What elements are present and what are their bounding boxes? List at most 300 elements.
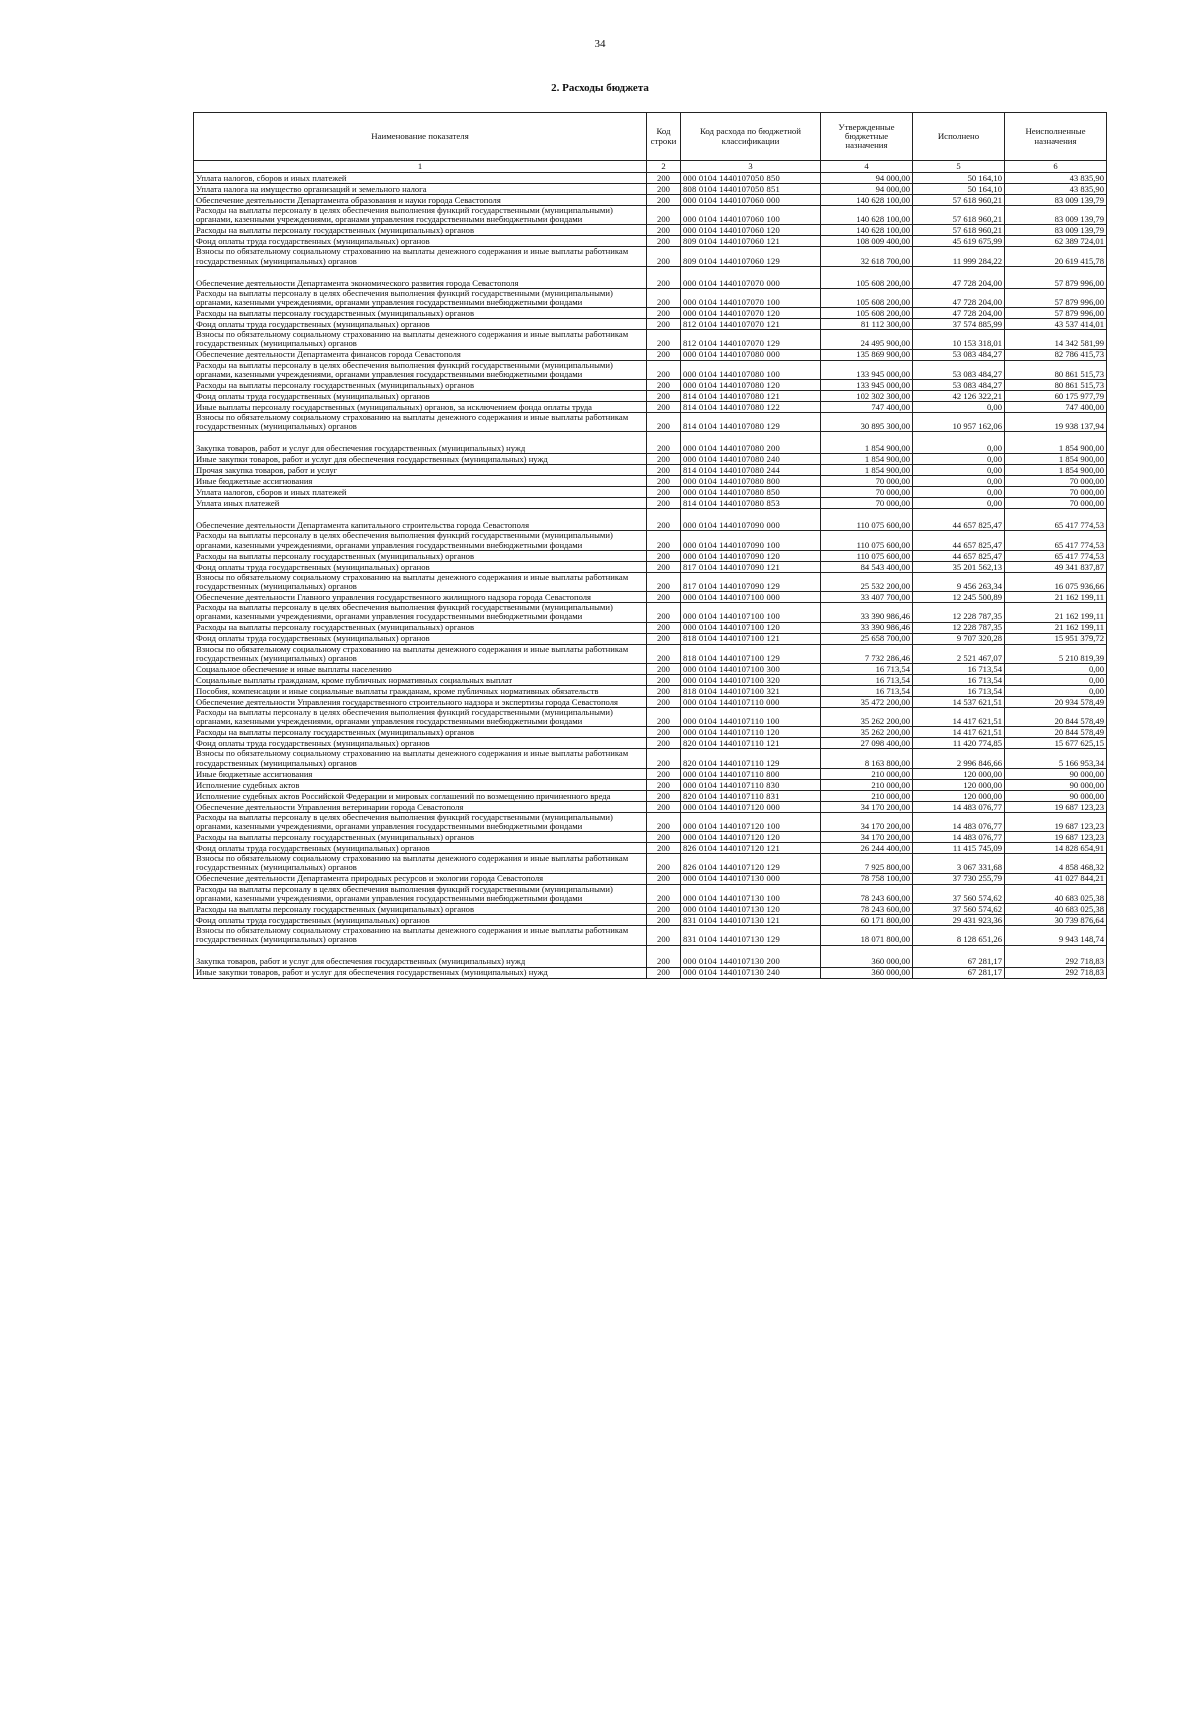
- row-line-code: 200: [647, 247, 681, 266]
- row-classification-code: 826 0104 1440107120 121: [681, 843, 821, 854]
- row-name: Взносы по обязательному социальному страхованию на выплаты денежного содержания и иные выплаты работникам государственных (муниципальных) органов: [194, 749, 647, 768]
- row-executed-amount: 14 417 621,51: [913, 727, 1005, 738]
- row-classification-code: 812 0104 1440107070 129: [681, 330, 821, 349]
- table-row: [194, 402, 1107, 413]
- row-executed-amount: 0,00: [913, 402, 1005, 413]
- row-unexecuted-amount: 292 718,83: [1005, 945, 1107, 967]
- row-approved-amount: 1 854 900,00: [821, 432, 913, 454]
- row-executed-amount: 9 707 320,28: [913, 633, 1005, 644]
- row-executed-amount: 37 560 574,62: [913, 884, 1005, 903]
- row-classification-code: 000 0104 1440107100 320: [681, 675, 821, 686]
- row-approved-amount: 210 000,00: [821, 768, 913, 779]
- row-classification-code: 000 0104 1440107110 830: [681, 779, 821, 790]
- row-classification-code: 814 0104 1440107080 122: [681, 402, 821, 413]
- row-unexecuted-amount: 16 075 936,66: [1005, 572, 1107, 591]
- row-line-code: 200: [647, 206, 681, 225]
- row-line-code: 200: [647, 779, 681, 790]
- row-unexecuted-amount: 19 687 123,23: [1005, 801, 1107, 812]
- row-unexecuted-amount: 15 677 625,15: [1005, 738, 1107, 749]
- row-approved-amount: 30 895 300,00: [821, 413, 913, 432]
- row-executed-amount: 67 281,17: [913, 945, 1005, 967]
- table-row: [194, 432, 1107, 454]
- row-executed-amount: 14 483 076,77: [913, 832, 1005, 843]
- row-line-code: 200: [647, 476, 681, 487]
- row-unexecuted-amount: 65 417 774,53: [1005, 550, 1107, 561]
- row-name: Иные бюджетные ассигнования: [194, 476, 647, 487]
- table-row: [194, 926, 1107, 945]
- row-classification-code: 000 0104 1440107120 000: [681, 801, 821, 812]
- row-classification-code: 814 0104 1440107080 244: [681, 465, 821, 476]
- table-row: [194, 206, 1107, 225]
- row-classification-code: 831 0104 1440107130 121: [681, 915, 821, 926]
- row-name: Расходы на выплаты персоналу государственных (муниципальных) органов: [194, 380, 647, 391]
- row-classification-code: 000 0104 1440107110 100: [681, 708, 821, 727]
- row-approved-amount: 34 170 200,00: [821, 801, 913, 812]
- row-line-code: 200: [647, 380, 681, 391]
- row-line-code: 200: [647, 926, 681, 945]
- table-row: [194, 738, 1107, 749]
- row-classification-code: 000 0104 1440107080 200: [681, 432, 821, 454]
- row-executed-amount: 53 083 484,27: [913, 349, 1005, 360]
- row-name: Социальные выплаты гражданам, кроме публичных нормативных социальных выплат: [194, 675, 647, 686]
- row-classification-code: 000 0104 1440107120 120: [681, 832, 821, 843]
- row-line-code: 200: [647, 843, 681, 854]
- row-classification-code: 000 0104 1440107110 800: [681, 768, 821, 779]
- row-name: Обеспечение деятельности Департамента природных ресурсов и экологии города Севастополя: [194, 873, 647, 884]
- row-executed-amount: 57 618 960,21: [913, 225, 1005, 236]
- row-name: Закупка товаров, работ и услуг для обеспечения государственных (муниципальных) нужд: [194, 945, 647, 967]
- row-approved-amount: 135 869 900,00: [821, 349, 913, 360]
- row-approved-amount: 110 075 600,00: [821, 509, 913, 531]
- row-executed-amount: 11 999 284,22: [913, 247, 1005, 266]
- row-executed-amount: 14 483 076,77: [913, 812, 1005, 831]
- row-approved-amount: 33 390 986,46: [821, 603, 913, 622]
- header-unexecuted: Неисполненные назначения: [1005, 113, 1107, 161]
- table-header-row: [194, 113, 1107, 161]
- row-line-code: 200: [647, 768, 681, 779]
- table-row: [194, 550, 1107, 561]
- table-row: [194, 225, 1107, 236]
- row-executed-amount: 47 728 204,00: [913, 288, 1005, 307]
- row-executed-amount: 14 417 621,51: [913, 708, 1005, 727]
- row-unexecuted-amount: 14 342 581,99: [1005, 330, 1107, 349]
- section-title: 2. Расходы бюджета: [551, 82, 649, 94]
- row-line-code: 200: [647, 884, 681, 903]
- row-approved-amount: 105 608 200,00: [821, 266, 913, 288]
- row-executed-amount: 16 713,54: [913, 675, 1005, 686]
- row-name: Расходы на выплаты персоналу в целях обеспечения выполнения функций государственными (муниципальными) органами, казенными учреждениями, органами управления государственными внебюджетными фондами: [194, 884, 647, 903]
- row-line-code: 200: [647, 854, 681, 873]
- row-unexecuted-amount: 5 166 953,34: [1005, 749, 1107, 768]
- row-approved-amount: 133 945 000,00: [821, 360, 913, 379]
- row-name: Расходы на выплаты персоналу государственных (муниципальных) органов: [194, 308, 647, 319]
- row-classification-code: 808 0104 1440107050 851: [681, 184, 821, 195]
- row-approved-amount: 360 000,00: [821, 967, 913, 978]
- table-row: [194, 360, 1107, 379]
- row-classification-code: 809 0104 1440107060 129: [681, 247, 821, 266]
- table-row: [194, 561, 1107, 572]
- column-number: 4: [821, 161, 913, 173]
- table-row: [194, 779, 1107, 790]
- row-approved-amount: 133 945 000,00: [821, 380, 913, 391]
- row-line-code: 200: [647, 790, 681, 801]
- row-approved-amount: 26 244 400,00: [821, 843, 913, 854]
- row-unexecuted-amount: 43 835,90: [1005, 184, 1107, 195]
- row-line-code: 200: [647, 686, 681, 697]
- table-row: [194, 697, 1107, 708]
- row-unexecuted-amount: 90 000,00: [1005, 779, 1107, 790]
- row-classification-code: 000 0104 1440107090 120: [681, 550, 821, 561]
- row-line-code: 200: [647, 915, 681, 926]
- row-approved-amount: 32 618 700,00: [821, 247, 913, 266]
- row-name: Фонд оплаты труда государственных (муниципальных) органов: [194, 738, 647, 749]
- table-row: [194, 843, 1107, 854]
- row-name: Уплата иных платежей: [194, 498, 647, 509]
- row-line-code: 200: [647, 727, 681, 738]
- row-unexecuted-amount: 5 210 819,39: [1005, 644, 1107, 663]
- row-unexecuted-amount: 747 400,00: [1005, 402, 1107, 413]
- row-line-code: 200: [647, 402, 681, 413]
- row-name: Уплата налога на имущество организаций и земельного налога: [194, 184, 647, 195]
- table-row: [194, 413, 1107, 432]
- row-approved-amount: 7 732 286,46: [821, 644, 913, 663]
- row-approved-amount: 78 243 600,00: [821, 904, 913, 915]
- row-classification-code: 000 0104 1440107080 100: [681, 360, 821, 379]
- row-unexecuted-amount: 20 844 578,49: [1005, 727, 1107, 738]
- row-unexecuted-amount: 83 009 139,79: [1005, 225, 1107, 236]
- row-executed-amount: 12 228 787,35: [913, 622, 1005, 633]
- row-line-code: 200: [647, 432, 681, 454]
- row-name: Уплата налогов, сборов и иных платежей: [194, 173, 647, 184]
- row-executed-amount: 0,00: [913, 476, 1005, 487]
- table-row: [194, 675, 1107, 686]
- row-unexecuted-amount: 70 000,00: [1005, 498, 1107, 509]
- row-classification-code: 812 0104 1440107070 121: [681, 319, 821, 330]
- row-line-code: 200: [647, 664, 681, 675]
- row-classification-code: 000 0104 1440107100 000: [681, 592, 821, 603]
- row-approved-amount: 35 262 200,00: [821, 727, 913, 738]
- row-approved-amount: 105 608 200,00: [821, 288, 913, 307]
- row-unexecuted-amount: 19 687 123,23: [1005, 832, 1107, 843]
- table-row: [194, 266, 1107, 288]
- row-unexecuted-amount: 1 854 900,00: [1005, 465, 1107, 476]
- row-name: Фонд оплаты труда государственных (муниципальных) органов: [194, 236, 647, 247]
- table-row: [194, 531, 1107, 550]
- row-approved-amount: 110 075 600,00: [821, 550, 913, 561]
- row-approved-amount: 34 170 200,00: [821, 832, 913, 843]
- row-line-code: 200: [647, 349, 681, 360]
- row-line-code: 200: [647, 622, 681, 633]
- row-name: Фонд оплаты труда государственных (муниципальных) органов: [194, 843, 647, 854]
- row-name: Взносы по обязательному социальному страхованию на выплаты денежного содержания и иные выплаты работникам государственных (муниципальных) органов: [194, 247, 647, 266]
- row-executed-amount: 37 574 885,99: [913, 319, 1005, 330]
- row-line-code: 200: [647, 266, 681, 288]
- column-number: 6: [1005, 161, 1107, 173]
- row-name: Прочая закупка товаров, работ и услуг: [194, 465, 647, 476]
- table-row: [194, 319, 1107, 330]
- row-classification-code: 000 0104 1440107060 100: [681, 206, 821, 225]
- row-line-code: 200: [647, 945, 681, 967]
- table-row: [194, 884, 1107, 903]
- row-name: Обеспечение деятельности Департамента финансов города Севастополя: [194, 349, 647, 360]
- row-executed-amount: 120 000,00: [913, 790, 1005, 801]
- table-row: [194, 572, 1107, 591]
- row-executed-amount: 16 713,54: [913, 686, 1005, 697]
- budget-expenses-table: [193, 112, 1107, 979]
- row-executed-amount: 44 657 825,47: [913, 531, 1005, 550]
- row-classification-code: 000 0104 1440107060 120: [681, 225, 821, 236]
- row-approved-amount: 16 713,54: [821, 675, 913, 686]
- row-unexecuted-amount: 80 861 515,73: [1005, 380, 1107, 391]
- row-unexecuted-amount: 65 417 774,53: [1005, 531, 1107, 550]
- row-approved-amount: 140 628 100,00: [821, 206, 913, 225]
- row-executed-amount: 120 000,00: [913, 779, 1005, 790]
- row-line-code: 200: [647, 236, 681, 247]
- row-approved-amount: 7 925 800,00: [821, 854, 913, 873]
- row-line-code: 200: [647, 832, 681, 843]
- row-approved-amount: 34 170 200,00: [821, 812, 913, 831]
- row-executed-amount: 14 537 621,51: [913, 697, 1005, 708]
- row-executed-amount: 53 083 484,27: [913, 360, 1005, 379]
- row-classification-code: 820 0104 1440107110 121: [681, 738, 821, 749]
- row-executed-amount: 3 067 331,68: [913, 854, 1005, 873]
- table-row: [194, 708, 1107, 727]
- column-number: 2: [647, 161, 681, 173]
- row-classification-code: 817 0104 1440107090 129: [681, 572, 821, 591]
- row-executed-amount: 42 126 322,21: [913, 391, 1005, 402]
- row-unexecuted-amount: 21 162 199,11: [1005, 622, 1107, 633]
- row-unexecuted-amount: 62 389 724,01: [1005, 236, 1107, 247]
- row-executed-amount: 12 228 787,35: [913, 603, 1005, 622]
- row-executed-amount: 57 618 960,21: [913, 206, 1005, 225]
- row-executed-amount: 0,00: [913, 432, 1005, 454]
- row-classification-code: 814 0104 1440107080 129: [681, 413, 821, 432]
- row-unexecuted-amount: 65 417 774,53: [1005, 509, 1107, 531]
- row-classification-code: 000 0104 1440107090 000: [681, 509, 821, 531]
- table-row: [194, 812, 1107, 831]
- row-approved-amount: 140 628 100,00: [821, 195, 913, 206]
- table-row: [194, 465, 1107, 476]
- row-name: Обеспечение деятельности Управления ветеринарии города Севастополя: [194, 801, 647, 812]
- row-classification-code: 000 0104 1440107100 120: [681, 622, 821, 633]
- row-name: Расходы на выплаты персоналу в целях обеспечения выполнения функций государственными (муниципальными) органами, казенными учреждениями, органами управления государственными внебюджетными фондами: [194, 360, 647, 379]
- table-row: [194, 380, 1107, 391]
- table-row: [194, 967, 1107, 978]
- row-executed-amount: 11 420 774,85: [913, 738, 1005, 749]
- table-row: [194, 476, 1107, 487]
- row-classification-code: 000 0104 1440107080 240: [681, 454, 821, 465]
- page-number: 34: [594, 38, 606, 50]
- row-line-code: 200: [647, 330, 681, 349]
- row-executed-amount: 10 153 318,01: [913, 330, 1005, 349]
- row-classification-code: 000 0104 1440107130 240: [681, 967, 821, 978]
- row-unexecuted-amount: 0,00: [1005, 675, 1107, 686]
- row-unexecuted-amount: 70 000,00: [1005, 487, 1107, 498]
- table-row: [194, 349, 1107, 360]
- row-line-code: 200: [647, 697, 681, 708]
- row-line-code: 200: [647, 749, 681, 768]
- table-row: [194, 330, 1107, 349]
- column-number: 1: [194, 161, 647, 173]
- row-approved-amount: 110 075 600,00: [821, 531, 913, 550]
- row-name: Фонд оплаты труда государственных (муниципальных) органов: [194, 391, 647, 402]
- row-executed-amount: 0,00: [913, 454, 1005, 465]
- row-executed-amount: 0,00: [913, 465, 1005, 476]
- row-approved-amount: 70 000,00: [821, 476, 913, 487]
- table-row: [194, 391, 1107, 402]
- row-name: Иные закупки товаров, работ и услуг для обеспечения государственных (муниципальных) нужд: [194, 967, 647, 978]
- row-executed-amount: 120 000,00: [913, 768, 1005, 779]
- row-approved-amount: 35 472 200,00: [821, 697, 913, 708]
- row-classification-code: 818 0104 1440107100 121: [681, 633, 821, 644]
- row-name: Взносы по обязательному социальному страхованию на выплаты денежного содержания и иные выплаты работникам государственных (муниципальных) органов: [194, 926, 647, 945]
- row-classification-code: 817 0104 1440107090 121: [681, 561, 821, 572]
- row-name: Социальное обеспечение и иные выплаты населению: [194, 664, 647, 675]
- row-classification-code: 820 0104 1440107110 129: [681, 749, 821, 768]
- row-executed-amount: 44 657 825,47: [913, 550, 1005, 561]
- table-row: [194, 832, 1107, 843]
- row-name: Иные выплаты персоналу государственных (муниципальных) органов, за исключением фонда оплаты труда: [194, 402, 647, 413]
- header-indicator-name: Наименование показателя: [194, 113, 647, 161]
- row-name: Расходы на выплаты персоналу в целях обеспечения выполнения функций государственными (муниципальными) органами, казенными учреждениями, органами управления государственными внебюджетными фондами: [194, 708, 647, 727]
- row-unexecuted-amount: 20 619 415,78: [1005, 247, 1107, 266]
- row-unexecuted-amount: 83 009 139,79: [1005, 195, 1107, 206]
- row-line-code: 200: [647, 509, 681, 531]
- row-classification-code: 814 0104 1440107080 853: [681, 498, 821, 509]
- row-unexecuted-amount: 4 858 468,32: [1005, 854, 1107, 873]
- row-line-code: 200: [647, 498, 681, 509]
- row-classification-code: 000 0104 1440107070 100: [681, 288, 821, 307]
- row-classification-code: 820 0104 1440107110 831: [681, 790, 821, 801]
- row-unexecuted-amount: 90 000,00: [1005, 768, 1107, 779]
- table-row: [194, 454, 1107, 465]
- row-name: Расходы на выплаты персоналу в целях обеспечения выполнения функций государственными (муниципальными) органами, казенными учреждениями, органами управления государственными внебюджетными фондами: [194, 812, 647, 831]
- row-line-code: 200: [647, 319, 681, 330]
- row-unexecuted-amount: 57 879 996,00: [1005, 308, 1107, 319]
- row-unexecuted-amount: 40 683 025,38: [1005, 884, 1107, 903]
- row-executed-amount: 37 730 255,79: [913, 873, 1005, 884]
- row-executed-amount: 12 245 500,89: [913, 592, 1005, 603]
- row-name: Взносы по обязательному социальному страхованию на выплаты денежного содержания и иные выплаты работникам государственных (муниципальных) органов: [194, 644, 647, 663]
- row-classification-code: 000 0104 1440107070 000: [681, 266, 821, 288]
- row-approved-amount: 35 262 200,00: [821, 708, 913, 727]
- row-approved-amount: 8 163 800,00: [821, 749, 913, 768]
- row-approved-amount: 78 758 100,00: [821, 873, 913, 884]
- row-name: Исполнение судебных актов Российской Федерации и мировых соглашений по возмещению причиненного вреда: [194, 790, 647, 801]
- row-line-code: 200: [647, 633, 681, 644]
- row-line-code: 200: [647, 644, 681, 663]
- row-classification-code: 818 0104 1440107100 129: [681, 644, 821, 663]
- row-unexecuted-amount: 80 861 515,73: [1005, 360, 1107, 379]
- table-row: [194, 236, 1107, 247]
- row-approved-amount: 25 532 200,00: [821, 572, 913, 591]
- table-body: [194, 173, 1107, 979]
- row-classification-code: 809 0104 1440107060 121: [681, 236, 821, 247]
- row-executed-amount: 14 483 076,77: [913, 801, 1005, 812]
- row-classification-code: 000 0104 1440107080 800: [681, 476, 821, 487]
- row-unexecuted-amount: 57 879 996,00: [1005, 266, 1107, 288]
- row-unexecuted-amount: 90 000,00: [1005, 790, 1107, 801]
- row-classification-code: 000 0104 1440107050 850: [681, 173, 821, 184]
- row-name: Фонд оплаты труда государственных (муниципальных) органов: [194, 561, 647, 572]
- table-row: [194, 664, 1107, 675]
- table-row: [194, 603, 1107, 622]
- header-approved: Утвержденные бюджетные назначения: [821, 113, 913, 161]
- table-row: [194, 173, 1107, 184]
- table-row: [194, 915, 1107, 926]
- row-executed-amount: 9 456 263,34: [913, 572, 1005, 591]
- row-unexecuted-amount: 43 835,90: [1005, 173, 1107, 184]
- row-executed-amount: 45 619 675,99: [913, 236, 1005, 247]
- row-line-code: 200: [647, 967, 681, 978]
- row-executed-amount: 47 728 204,00: [913, 266, 1005, 288]
- row-line-code: 200: [647, 465, 681, 476]
- row-unexecuted-amount: 60 175 977,79: [1005, 391, 1107, 402]
- row-approved-amount: 24 495 900,00: [821, 330, 913, 349]
- row-approved-amount: 747 400,00: [821, 402, 913, 413]
- table-row: [194, 622, 1107, 633]
- row-line-code: 200: [647, 225, 681, 236]
- row-name: Пособия, компенсации и иные социальные выплаты гражданам, кроме публичных нормативных обязательств: [194, 686, 647, 697]
- row-unexecuted-amount: 30 739 876,64: [1005, 915, 1107, 926]
- row-approved-amount: 360 000,00: [821, 945, 913, 967]
- column-number: 5: [913, 161, 1005, 173]
- row-name: Закупка товаров, работ и услуг для обеспечения государственных (муниципальных) нужд: [194, 432, 647, 454]
- row-classification-code: 000 0104 1440107110 000: [681, 697, 821, 708]
- row-approved-amount: 70 000,00: [821, 487, 913, 498]
- row-approved-amount: 70 000,00: [821, 498, 913, 509]
- row-line-code: 200: [647, 904, 681, 915]
- table-row: [194, 633, 1107, 644]
- row-approved-amount: 108 009 400,00: [821, 236, 913, 247]
- row-executed-amount: 16 713,54: [913, 664, 1005, 675]
- row-executed-amount: 29 431 923,36: [913, 915, 1005, 926]
- row-unexecuted-amount: 14 828 654,91: [1005, 843, 1107, 854]
- row-executed-amount: 37 560 574,62: [913, 904, 1005, 915]
- row-name: Фонд оплаты труда государственных (муниципальных) органов: [194, 915, 647, 926]
- row-executed-amount: 0,00: [913, 487, 1005, 498]
- row-unexecuted-amount: 292 718,83: [1005, 967, 1107, 978]
- row-classification-code: 818 0104 1440107100 321: [681, 686, 821, 697]
- row-name: Обеспечение деятельности Департамента экономического развития города Севастополя: [194, 266, 647, 288]
- table-row: [194, 288, 1107, 307]
- row-line-code: 200: [647, 675, 681, 686]
- row-name: Исполнение судебных актов: [194, 779, 647, 790]
- table-row: [194, 247, 1107, 266]
- table-row: [194, 945, 1107, 967]
- row-approved-amount: 78 243 600,00: [821, 884, 913, 903]
- row-executed-amount: 35 201 562,13: [913, 561, 1005, 572]
- table-row: [194, 790, 1107, 801]
- row-line-code: 200: [647, 592, 681, 603]
- row-executed-amount: 11 415 745,09: [913, 843, 1005, 854]
- row-classification-code: 814 0104 1440107080 121: [681, 391, 821, 402]
- row-approved-amount: 84 543 400,00: [821, 561, 913, 572]
- row-unexecuted-amount: 19 687 123,23: [1005, 812, 1107, 831]
- row-approved-amount: 140 628 100,00: [821, 225, 913, 236]
- row-classification-code: 000 0104 1440107080 120: [681, 380, 821, 391]
- table-row: [194, 195, 1107, 206]
- row-name: Расходы на выплаты персоналу государственных (муниципальных) органов: [194, 622, 647, 633]
- row-line-code: 200: [647, 572, 681, 591]
- row-approved-amount: 1 854 900,00: [821, 454, 913, 465]
- row-line-code: 200: [647, 454, 681, 465]
- row-approved-amount: 102 302 300,00: [821, 391, 913, 402]
- row-approved-amount: 16 713,54: [821, 664, 913, 675]
- row-approved-amount: 33 390 986,46: [821, 622, 913, 633]
- row-name: Взносы по обязательному социальному страхованию на выплаты денежного содержания и иные выплаты работникам государственных (муниципальных) органов: [194, 572, 647, 591]
- row-line-code: 200: [647, 413, 681, 432]
